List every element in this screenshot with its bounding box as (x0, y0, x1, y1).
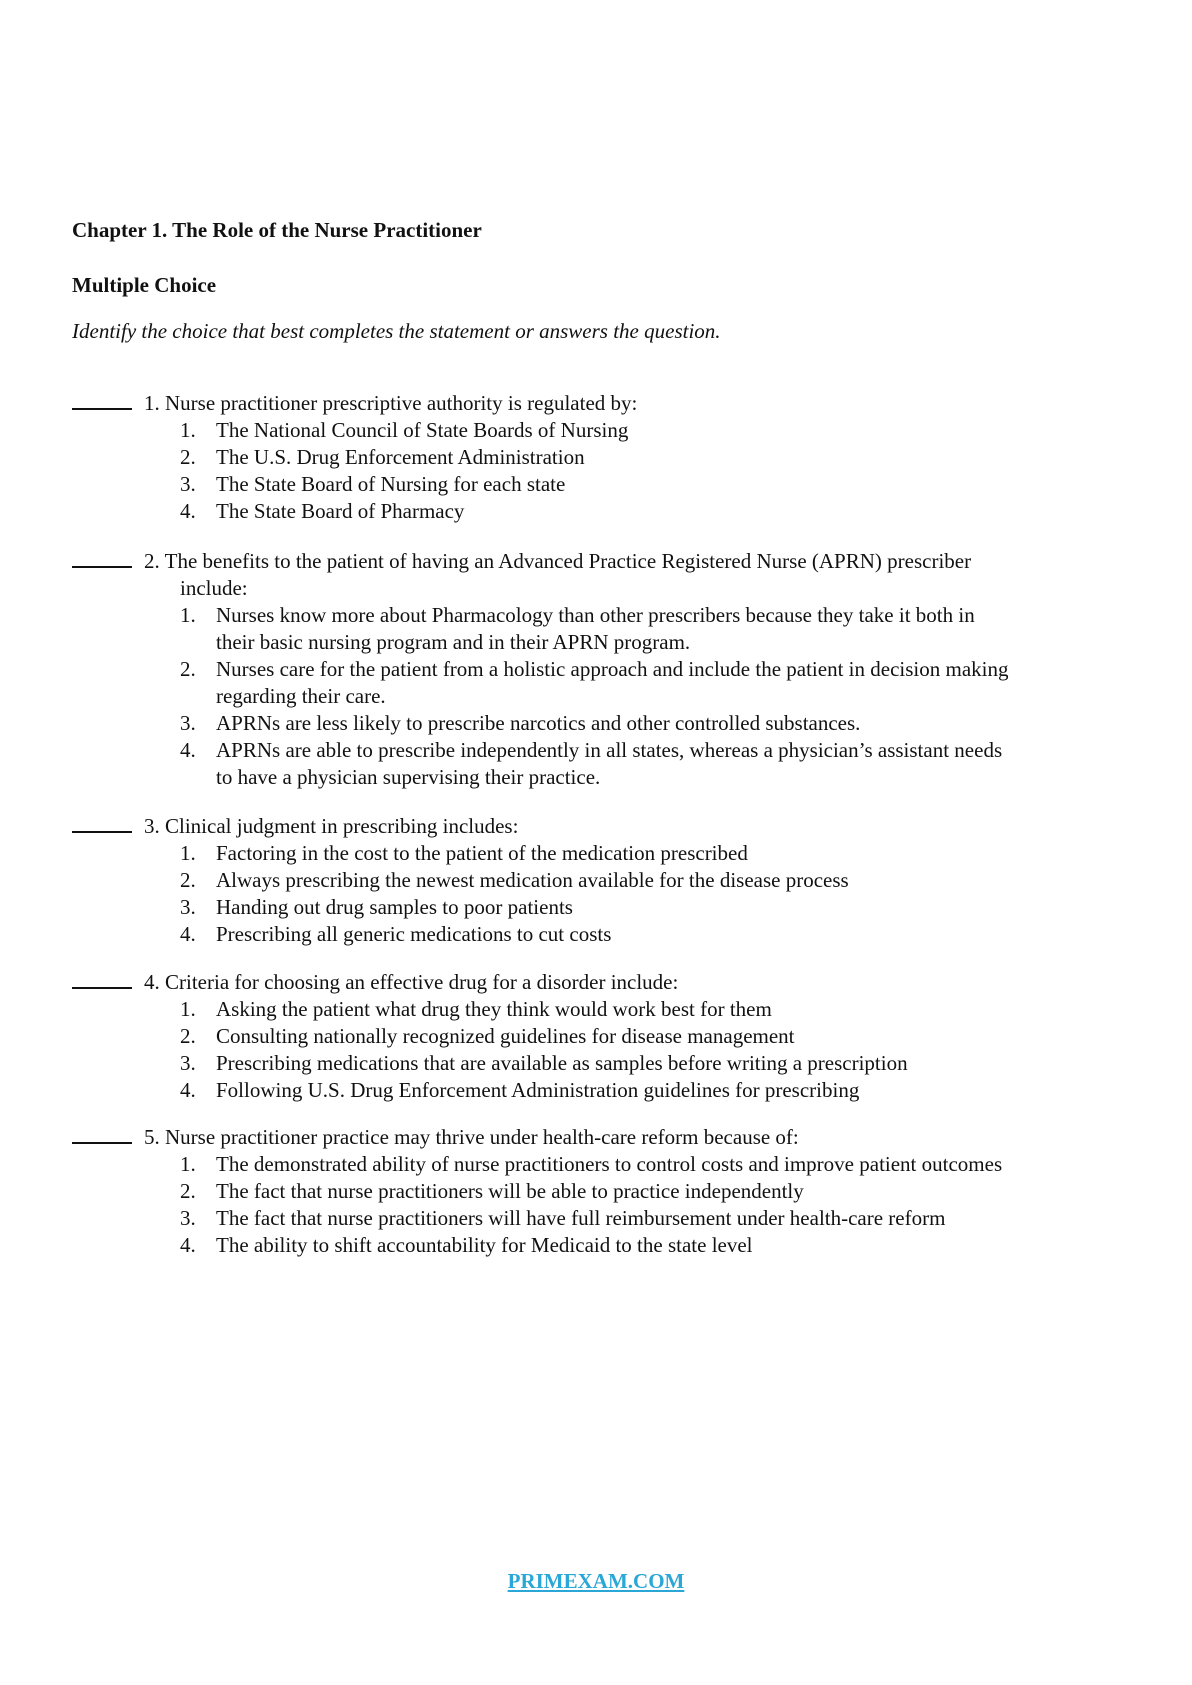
option-number: 1. (180, 997, 196, 1021)
answer-blank (72, 1142, 132, 1144)
question-stem-row (72, 1124, 1132, 1151)
option (72, 1050, 1132, 1077)
option-text: Handing out drug samples to poor patients (216, 895, 573, 919)
question-2 (72, 548, 1132, 791)
option (72, 840, 1132, 867)
answer-blank (72, 987, 132, 989)
option (72, 710, 1132, 737)
option (72, 1077, 1132, 1104)
option (72, 921, 1132, 948)
question-stem-continued: include: (180, 576, 248, 600)
option-text: Consulting nationally recognized guidelines for disease management (216, 1024, 795, 1048)
question-stem-row (72, 548, 1132, 575)
option-number: 2. (180, 1179, 196, 1203)
answer-blank (72, 831, 132, 833)
option-text: APRNs are able to prescribe independently in all states, whereas a physician’s assistant needs to have a physician supervising their practice. (216, 738, 1003, 789)
option-text: Prescribing all generic medications to cut costs (216, 922, 612, 946)
option-number: 3. (180, 1206, 196, 1230)
option-list (72, 996, 1132, 1104)
option (72, 602, 1132, 656)
option (72, 417, 1132, 444)
option-text: The ability to shift accountability for Medicaid to the state level (216, 1233, 753, 1257)
question-3 (72, 813, 1132, 948)
option-text: Asking the patient what drug they think would work best for them (216, 997, 772, 1021)
option-number: 2. (180, 657, 196, 681)
option (72, 444, 1132, 471)
option (72, 656, 1132, 710)
option-text: Following U.S. Drug Enforcement Administration guidelines for prescribing (216, 1078, 860, 1102)
question-4 (72, 969, 1132, 1104)
option-number: 2. (180, 445, 196, 469)
option-text: The fact that nurse practitioners will be able to practice independently (216, 1179, 804, 1203)
option-number: 3. (180, 472, 196, 496)
option (72, 1178, 1132, 1205)
section-title: Multiple Choice (72, 273, 217, 297)
question-stem-row (72, 390, 1132, 417)
option (72, 1023, 1132, 1050)
option (72, 894, 1132, 921)
option-text: Nurses care for the patient from a holistic approach and include the patient in decision making regarding their care. (216, 657, 1009, 708)
question-stem: 1. Nurse practitioner prescriptive authority is regulated by: (144, 391, 638, 415)
option-text: The National Council of State Boards of Nursing (216, 418, 629, 442)
option-number: 1. (180, 1152, 196, 1176)
option-number: 3. (180, 895, 196, 919)
question-stem: 2. The benefits to the patient of having an Advanced Practice Registered Nurse (APRN) prescriber (144, 549, 972, 573)
option-list (72, 1151, 1132, 1259)
question-stem: 5. Nurse practitioner practice may thrive under health-care reform because of: (144, 1125, 799, 1149)
option (72, 498, 1132, 525)
option-number: 3. (180, 1051, 196, 1075)
answer-blank (72, 408, 132, 410)
option (72, 867, 1132, 894)
option (72, 1151, 1132, 1178)
option-number: 2. (180, 1024, 196, 1048)
question-1 (72, 390, 1132, 525)
option-text: The demonstrated ability of nurse practitioners to control costs and improve patient outcomes (216, 1152, 1003, 1176)
option-number: 2. (180, 868, 196, 892)
option-list (72, 602, 1132, 791)
question-stem-row (72, 813, 1132, 840)
question-stem-row (72, 969, 1132, 996)
option-text: The fact that nurse practitioners will have full reimbursement under health-care reform (216, 1206, 946, 1230)
instructions: Identify the choice that best completes the statement or answers the question. (72, 319, 721, 343)
option (72, 1232, 1132, 1259)
option-text: APRNs are less likely to prescribe narcotics and other controlled substances. (216, 711, 861, 735)
option-number: 4. (180, 1078, 196, 1102)
option-text: Always prescribing the newest medication available for the disease process (216, 868, 849, 892)
option-number: 4. (180, 1233, 196, 1257)
option-text: Factoring in the cost to the patient of the medication prescribed (216, 841, 748, 865)
question-stem: 3. Clinical judgment in prescribing includes: (144, 814, 519, 838)
footer-link[interactable]: PRIMEXAM.COM (507, 1569, 685, 1593)
option (72, 471, 1132, 498)
question-stem: 4. Criteria for choosing an effective drug for a disorder include: (144, 970, 679, 994)
option (72, 996, 1132, 1023)
option-list (72, 840, 1132, 948)
option-number: 3. (180, 711, 196, 735)
option-text: The State Board of Nursing for each state (216, 472, 566, 496)
option-text: Nurses know more about Pharmacology than other prescribers because they take it both in their basic nursing program and in their APRN program. (216, 603, 975, 654)
option (72, 1205, 1132, 1232)
option-number: 4. (180, 738, 196, 762)
option-text: The U.S. Drug Enforcement Administration (216, 445, 585, 469)
option (72, 737, 1132, 791)
option-list (72, 417, 1132, 525)
option-text: Prescribing medications that are available as samples before writing a prescription (216, 1051, 908, 1075)
option-number: 4. (180, 922, 196, 946)
option-number: 1. (180, 841, 196, 865)
option-text: The State Board of Pharmacy (216, 499, 465, 523)
option-number: 1. (180, 603, 196, 627)
chapter-title: Chapter 1. The Role of the Nurse Practitioner (72, 218, 482, 242)
option-number: 4. (180, 499, 196, 523)
question-5 (72, 1124, 1132, 1259)
answer-blank (72, 566, 132, 568)
option-number: 1. (180, 418, 196, 442)
